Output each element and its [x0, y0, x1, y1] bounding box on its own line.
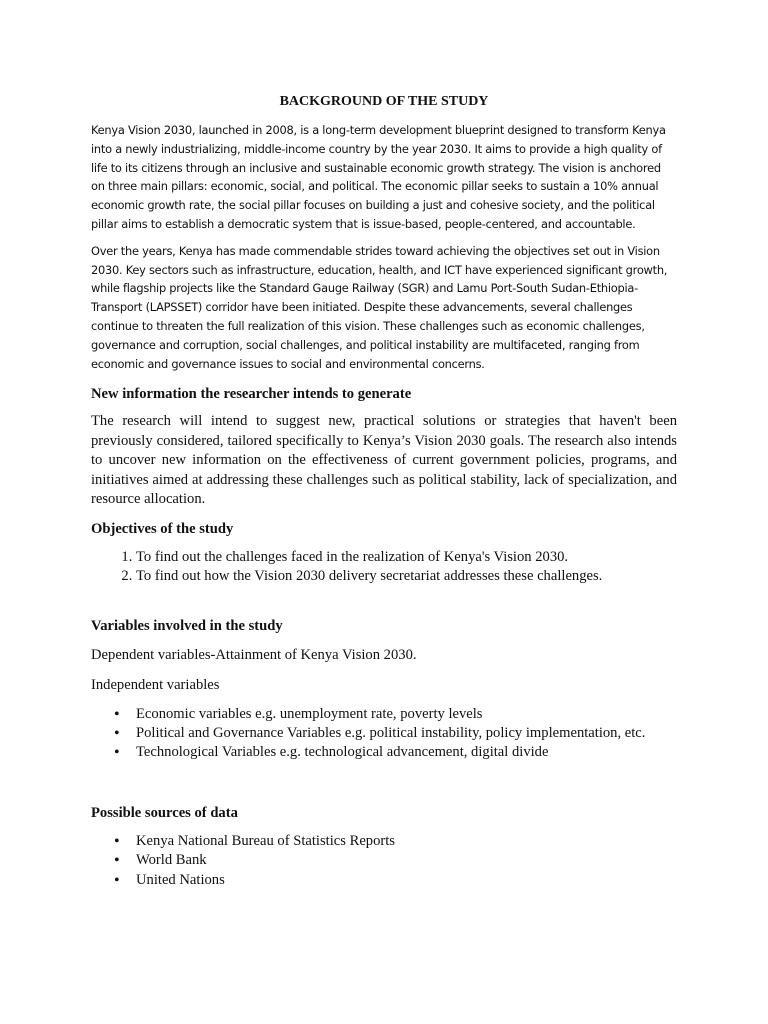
background-paragraph-1: Kenya Vision 2030, launched in 2008, is a long-term development blueprint designed to transform Kenya into a newly industrializing, middle-income country by the year 2030. It aims to provide a high quality of life to its citizens through an inclusive and sustainable economic growth strategy. The vision is anchored on three main pillars: economic, social, and political. The economic pillar seeks to sustain a 10% annual economic growth rate, the social pillar focuses on building a just and cohesive society, and the political pillar aims to establish a democratic system that is issue-based, people-centered, and accountable.: [91, 123, 666, 231]
list-item: • World Bank: [136, 851, 677, 870]
sources-list: [91, 832, 677, 890]
independent-variables-text: Independent variables: [91, 676, 220, 693]
objectives-heading: Objectives of the study: [91, 520, 234, 537]
list-item: • Kenya National Bureau of Statistics Reports: [136, 832, 677, 851]
independent-variables-list: [91, 705, 677, 763]
objective-item: 1. To find out the challenges faced in the realization of Kenya's Vision 2030.: [136, 548, 677, 567]
objective-item: 2. To find out how the Vision 2030 delivery secretariat addresses these challenges.: [136, 567, 677, 586]
list-item: • Political and Governance Variables e.g. political instability, policy implementation, etc.: [136, 724, 677, 743]
list-item: • United Nations: [136, 871, 677, 890]
document-title: BACKGROUND OF THE STUDY: [279, 94, 489, 109]
document-body: [91, 92, 677, 890]
sources-heading: Possible sources of data: [91, 804, 238, 821]
new-info-paragraph: The research will intend to suggest new, practical solutions or strategies that haven't been previously considered, tailored specifically to Kenya’s Vision 2030 goals. The research also intends to uncover new information on the effectiveness of current government policies, programs, and initiatives aimed at addressing these challenges such as political stability, lack of specialization, and resource allocation.: [91, 413, 677, 508]
list-item: • Economic variables e.g. unemployment rate, poverty levels: [136, 705, 677, 724]
variables-heading: Variables involved in the study: [91, 617, 283, 634]
new-info-heading: New information the researcher intends to generate: [91, 386, 412, 403]
dependent-variables-text: Dependent variables-Attainment of Kenya Vision 2030.: [91, 646, 417, 663]
background-paragraph-2: Over the years, Kenya has made commendable strides toward achieving the objectives set out in Vision 2030. Key sectors such as infrastructure, education, health, and ICT have experienced significant growth, while flagship projects like the Standard Gauge Railway (SGR) and Lamu Port-South Sudan-Ethiopia-Transport (LAPSSET) corridor have been initiated. Despite these advancements, several challenges continue to threaten the full realization of this vision. These challenges such as economic challenges, governance and corruption, social challenges, and political instability are multifaceted, ranging from economic and governance issues to social and environmental concerns.: [91, 243, 668, 371]
objectives-list: [91, 548, 677, 587]
list-item: • Technological Variables e.g. technological advancement, digital divide: [136, 743, 677, 762]
